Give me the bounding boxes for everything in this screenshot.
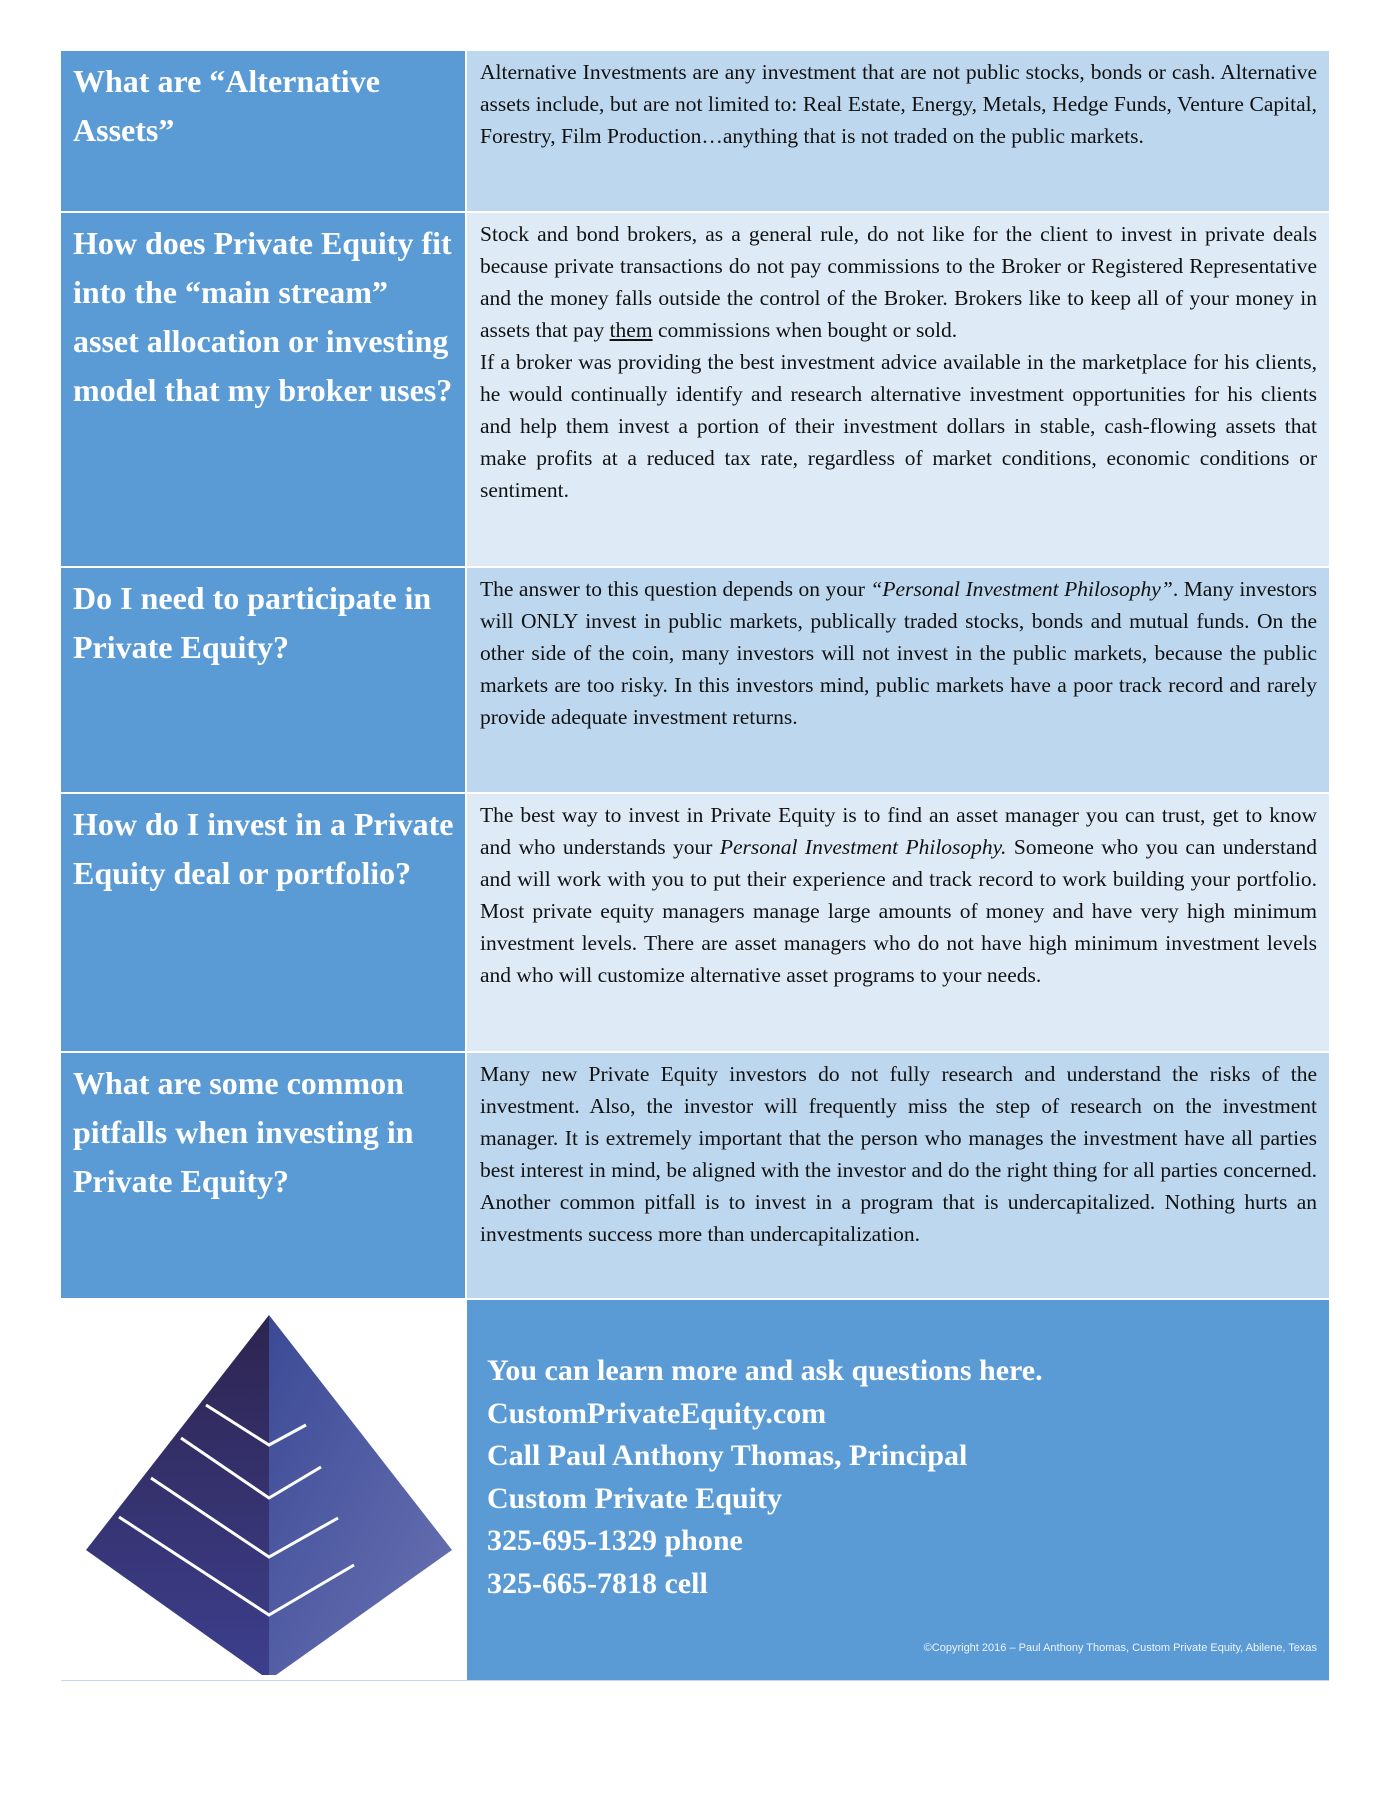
answer-segment: commissions when bought or sold. bbox=[652, 318, 958, 342]
faq-row bbox=[61, 794, 1329, 1053]
faq-question: How does Private Equity fit into the “main stream” asset allocation or investing model that my broker uses? bbox=[61, 213, 465, 566]
answer-segment: The best way to invest in Private Equity is to find an asset manager you can trust, get to know and who understands your bbox=[480, 803, 1317, 859]
answer-underlined: them bbox=[609, 318, 653, 342]
faq-answer bbox=[465, 51, 1329, 211]
answer-text bbox=[480, 218, 1317, 346]
website-link[interactable]: CustomPrivateEquity.com bbox=[487, 1396, 827, 1430]
faq-answer bbox=[465, 568, 1329, 792]
answer-text: If a broker was providing the best investment advice available in the marketplace for his clients, he would continually identify and research alternative investment opportunities for his clients and help them invest a portion of their investment dollars in stable, cash-flowing assets that make profits at a reduced tax rate, regardless of market conditions, economic conditions or sentiment. bbox=[480, 350, 1317, 502]
pyramid-logo bbox=[61, 1300, 467, 1680]
faq-question: What are “Alternative Assets” bbox=[61, 51, 465, 211]
contact-panel bbox=[467, 1300, 1329, 1680]
faq-question: Do I need to participate in Private Equity? bbox=[61, 568, 465, 792]
answer-italic: Personal Investment Philosophy. bbox=[719, 835, 1007, 859]
faq-row bbox=[61, 213, 1329, 568]
faq-row bbox=[61, 51, 1329, 213]
faq-table bbox=[61, 51, 1329, 1681]
answer-segment: The answer to this question depends on your bbox=[480, 577, 871, 601]
faq-answer bbox=[465, 794, 1329, 1051]
faq-answer bbox=[465, 1053, 1329, 1298]
answer-text: Many new Private Equity investors do not fully research and understand the risks of the investment. Also, the investor will frequently miss the step of research on the investment manager. It is extremely important that the person who manages the investment have all parties best interest in mind, be aligned with the investor and do the right thing for all parties concerned. Another common pitfall is to invest in a program that is undercapitalized. Nothing hurts an investments success more than undercapitalization. bbox=[480, 1062, 1317, 1246]
phone-number: 325-695-1329 phone bbox=[487, 1524, 743, 1557]
answer-text bbox=[480, 799, 1317, 991]
contact-footer bbox=[61, 1300, 1329, 1681]
faq-question: What are some common pitfalls when investing in Private Equity? bbox=[61, 1053, 465, 1298]
faq-row bbox=[61, 1053, 1329, 1300]
company-name: Custom Private Equity bbox=[487, 1481, 782, 1515]
faq-row bbox=[61, 568, 1329, 794]
copyright-text: ©Copyright 2016 – Paul Anthony Thomas, Custom Private Equity, Abilene, Texas bbox=[923, 1642, 1317, 1654]
cell-number: 325-665-7818 cell bbox=[487, 1566, 708, 1600]
answer-segment: . Many investors will ONLY invest in public markets, publically traded stocks, bonds and mutual funds. On the other side of the coin, many investors will not invest in the public markets, because the public markets are too risky. In this investors mind, public markets have a poor track record and rarely provide adequate investment returns. bbox=[480, 577, 1317, 729]
contact-intro: You can learn more and ask questions here. bbox=[487, 1354, 1043, 1387]
answer-segment: Someone who you can understand and will work with you to put their experience and track record to work building your portfolio. Most private equity managers manage large amounts of money and have very high minimum investment levels. There are asset managers who do not have high minimum investment levels and who will customize alternative asset programs to your needs. bbox=[480, 835, 1317, 987]
answer-segment: Stock and bond brokers, as a general rule, do not like for the client to invest in private deals because private transactions do not pay commissions to the Broker or Registered Representative and the money falls outside the control of the Broker. Brokers like to keep all of your money in assets that pay bbox=[480, 222, 1317, 342]
pyramid-icon bbox=[74, 1305, 454, 1675]
answer-text bbox=[480, 573, 1317, 733]
contact-name: Call Paul Anthony Thomas, Principal bbox=[487, 1439, 968, 1472]
faq-question: How do I invest in a Private Equity deal or portfolio? bbox=[61, 794, 465, 1051]
answer-text: Alternative Investments are any investment that are not public stocks, bonds or cash. Alternative assets include, but are not limited to: Real Estate, Energy, Metals, Hedge Funds, Venture Capital, Forestry, Film Production…anything that is not traded on the public markets. bbox=[480, 60, 1317, 148]
answer-italic: “Personal Investment Philosophy” bbox=[870, 577, 1173, 601]
faq-answer bbox=[465, 213, 1329, 566]
